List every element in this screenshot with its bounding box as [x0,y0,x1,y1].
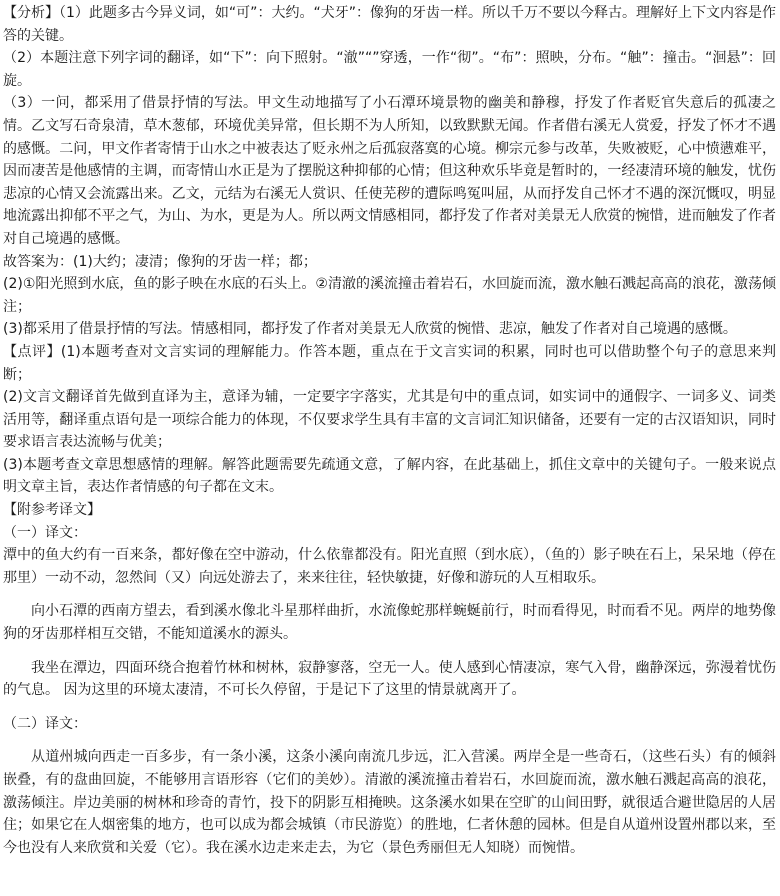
comment-line-2: (2)文言文翻译首先做到直译为主，意译为辅，一定要字字落实，尤其是句中的重点词，如实词中的通假字、一词多义、词类活用等，翻译重点语句是一项综合能力的体现，不仅要求学生具有丰富的文言词汇知识储备，还要有一定的古汉语知识，同时要求语言表达流畅与优美； [3,389,776,451]
translation-part1-paragraph-3: 我坐在潭边，四面环绕合抱着竹林和树林，寂静寥落，空无一人。使人感到心情凄凉，寒气入骨，幽静深远，弥漫着忧伤的气息。 因为这里的环境太凄清，不可长久停留，于是记下了这里的情景就离开了。 [3,659,776,699]
comment-line-3: (3)本题考查文章思想感情的理解。解答此题需要先疏通文意，了解内容，在此基础上，抓住文章中的关键句子。一般来说点明文章主旨，表达作者情感的句子都在文末。 [3,456,776,496]
answer-line-2: (2)①阳光照到水底，鱼的影子映在水底的石头上。②清澈的溪流撞击着岩石，水回旋而流，激水触石溅起高高的浪花，激荡倾注； [3,276,776,315]
paragraph-spacer [3,735,776,746]
translation-header: 【附参考译文】 [3,502,101,519]
translation-part1-title: （一）译文： [3,524,87,541]
analysis-paragraph-1: 【分析】（1）此题多古今异义词，如“可”：大约。“犬牙”：像狗的牙齿一样。所以千万不要以今释古。理解好上下文内容是作答的关键。 [3,5,776,44]
analysis-paragraph-2: （2）本题注意下列字词的翻译，如“下”：向下照射。“澈”“”穿透，一作“彻”。“布”：照映，分布。“触”：撞击。“洄悬”：回旋。 [3,50,776,89]
paragraph-spacer [3,646,776,657]
paragraph-spacer [3,589,776,600]
translation-part1-paragraph-2: 向小石潭的西南方望去，看到溪水像北斗星那样曲折，水流像蛇那样蜿蜒前行，时而看得见，时而看不见。两岸的地势像狗的牙齿那样相互交错，不能知道溪水的源头。 [3,603,776,643]
translation-part2-title: （二）译文： [3,715,87,732]
comment-line-1: 【点评】(1)本题考查对文言实词的理解能力。作答本题，重点在于文言实词的积累，同时也可以借助整个句子的意思来判断； [3,343,776,383]
analysis-paragraph-3: （3）一问，都采用了借景抒情的写法。甲文生动地描写了小石潭环境景物的幽美和静穆，抒发了作者贬官失意后的孤凄之情。乙文写石奇泉清，草木葱郁，环境优美异常，但长期不为人所知，以致默默无闻。作者借右溪无人赏爱，抒发了怀才不遇的感慨。二问，甲文作者寄情于山水之中被表达了贬永州之后孤寂落寞的心境。柳宗元参与改革，失败被贬，心中愤懑难平，因而凄苦是他感情的主调，而寄情山水正是为了摆脱这种抑郁的心情；但这种欢乐毕竟是暂时的，一经凄清环境的触发，忧伤悲凉的心情又会流露出来。乙文，元结为右溪无人赏识、任使芜秽的遭际鸣冤叫屈，从而抒发自己怀才不遇的深沉慨叹，明显地流露出抑郁不平之气，为山、为水，更是为人。所以两文情感相同，都抒发了作者对美景无人欣赏的惋惜，进而触发了作者对自己境遇的感慨。 [3,95,776,247]
paragraph-spacer [3,702,776,713]
translation-part1-paragraph-1: 潭中的鱼大约有一百来条，都好像在空中游动，什么依靠都没有。阳光直照（到水底），（鱼的）影子映在石上，呆呆地（停在那里）一动不动，忽然间（又）向远处游去了，来来往往，轻快敏捷，好像和游玩的人互相取乐。 [3,547,776,586]
answer-line-3: (3)都采用了借景抒情的写法。情感相同，都抒发了作者对美景无人欣赏的惋惜、悲凉，触发了作者对自己境遇的感慨。 [3,321,737,338]
translation-part2-paragraph-1: 从道州城向西走一百多步，有一条小溪，这条小溪向南流几步远，汇入营溪。两岸全是一些奇石，（这些石头）有的倾斜嵌叠，有的盘曲回旋，不能够用言语形容（它们的美妙）。清澈的溪流撞击着岩石，水回旋而流，激水触石溅起高高的浪花，激荡倾注。岸边美丽的树林和珍奇的青竹，投下的阴影互相掩映。这条溪水如果在空旷的山间田野，就很适合避世隐居的人居住；如果它在人烟密集的地方，也可以成为都会城镇（市民游览）的胜地，仁者休憩的园林。但是自从道州设置州郡以来，至今也没有人来欣赏和关爱（它）。我在溪水边走来走去，为它（景色秀丽但无人知晓）而惋惜。 [3,749,776,856]
answer-line-1: 故答案为：(1)大约；凄清；像狗的牙齿一样；都； [3,253,317,270]
